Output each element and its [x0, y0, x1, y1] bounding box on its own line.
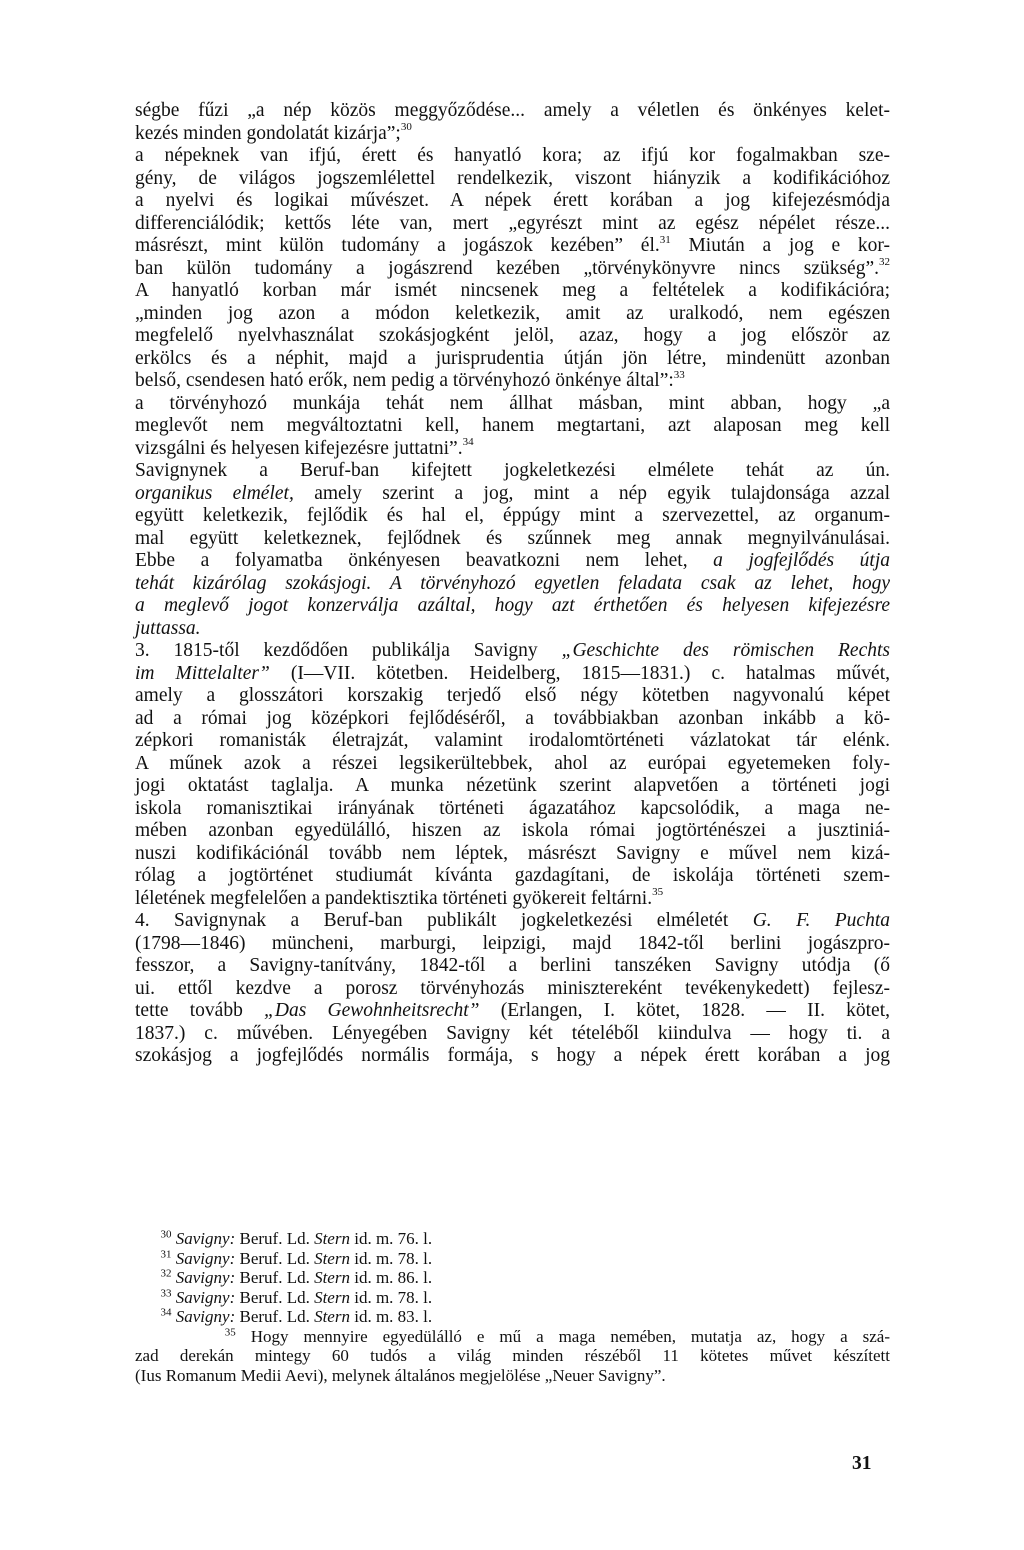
italic-run: organikus elmélet,: [135, 482, 294, 504]
text-line: [135, 550, 890, 573]
footnote-italic: Stern: [314, 1268, 350, 1287]
text-line: [135, 528, 890, 551]
text-run: rólag a jogtörténet studiumát kívánta gazdagítani, de iskolája történeti szem-: [135, 865, 890, 886]
text-line: [135, 303, 890, 326]
text-line: [135, 618, 890, 641]
text-line: [135, 573, 890, 596]
text-run: Ebbe a folyamatba önkényesen beavatkozni nem lehet,: [135, 550, 714, 571]
text-run: ad a római jog középkori fejlődéséről, a továbbiakban azonban inkább a kö-: [135, 707, 890, 729]
italic-run: im Mittelalter”: [135, 662, 270, 684]
text-run: belső, csendesen ható erők, nem pedig a törvényhozó önkénye által”:: [135, 370, 674, 391]
footnote-text: id. m. 78. l.: [349, 1287, 433, 1307]
text-line: [135, 258, 890, 281]
footnote-ref: 30: [400, 121, 412, 133]
footnote-italic: Stern: [314, 1229, 350, 1248]
footnote-author: Savigny:: [175, 1248, 236, 1268]
text-line: [135, 123, 890, 146]
text-line: [135, 843, 890, 866]
text-run: iskola romanisztikai irányának történeti ágazatához kapcsolódik, a maga ne-: [135, 797, 890, 819]
text-line: [135, 753, 890, 776]
footnote-italic: Stern: [314, 1287, 350, 1307]
footnote-text: zad derekán mintegy 60 tudós a világ minden részéből 11 kötetes művet készített: [135, 1346, 890, 1365]
text-run: a népeknek van ifjú, érett és hanyatló kora; az ifjú kor fogalmakban sze-: [135, 145, 890, 166]
text-run: megfelelő nyelvhasználat szokásjogként jelöl, azaz, hogy a jog először az: [135, 325, 890, 346]
footnote-author: Savigny:: [175, 1287, 236, 1307]
footnote-indent: [135, 1288, 161, 1307]
text-run: amely a glosszátori korszakig terjedő első négy kötetben nagyvonalú képet: [135, 685, 890, 706]
footnote-author: Savigny:: [175, 1307, 236, 1326]
text-run: fesszor, a Savigny-tanítvány, 1842-től a berlini tanszéken Savigny utódja (ő: [135, 955, 890, 976]
text-run: mében azonban egyedülálló, hiszen az iskola római jogtörténészei a jusztiniá-: [135, 820, 890, 841]
text-run: ségbe fűzi „a nép közös meggyőződése... amely a véletlen és önkényes kelet-: [135, 100, 890, 121]
text-line: [135, 483, 890, 506]
text-run: gény, de világos jogszemlélettel rendelkezik, viszont hiányzik a kodifikációhoz: [135, 167, 890, 189]
text-line: [135, 235, 890, 258]
footnote-number: 33: [160, 1286, 172, 1299]
footnote-text: id. m. 76. l.: [349, 1229, 433, 1248]
footnote-indent: [135, 1249, 161, 1268]
footnote-author: Savigny:: [175, 1268, 236, 1287]
text-line: [135, 100, 890, 123]
italic-run: tehát kizárólag szokásjogi. A törvényhozó egyetlen feladata csak az lehet, hogy: [135, 572, 890, 594]
footnote: [135, 1288, 890, 1308]
text-run: (1798—1846) müncheni, marburgi, leipzigi, majd 1842-től berlini jogászpro-: [135, 932, 890, 954]
text-run: ban külön tudomány a jogászrend kezében „törvénykönyvre nincs szükség”.: [135, 257, 879, 279]
footnote-text: Beruf. Ld.: [235, 1268, 315, 1287]
text-line: [135, 280, 890, 303]
text-run: (Erlangen, I. kötet, 1828. — II. kötet,: [479, 1000, 891, 1021]
text-run: 4. Savignynak a Beruf-ban publikált jogkeletkezési elméletét: [135, 910, 753, 931]
text-line: [135, 145, 890, 168]
text-line: [135, 460, 890, 483]
text-line: [135, 190, 890, 213]
text-line: [135, 1000, 890, 1023]
italic-run: G. F. Puchta: [752, 910, 890, 931]
text-run: tette tovább: [135, 1000, 265, 1021]
text-line: [135, 640, 890, 663]
footnote-italic: Stern: [314, 1248, 350, 1268]
text-run: meglevőt nem megváltoztatni kell, hanem megtartani, azt alaposan meg kell: [135, 415, 890, 436]
text-line: [135, 168, 890, 191]
text-run: amely szerint a jog, mint a nép egyik tulajdonsága azzal: [293, 482, 891, 504]
footnote-number: 32: [160, 1267, 172, 1280]
text-run: A hanyatló korban már ismét nincsenek meg a feltételek a kodifikációra;: [135, 280, 890, 301]
footnote-text: Beruf. Ld.: [235, 1287, 315, 1307]
text-run: 1837.) c. művében. Lényegében Savigny két tételéből kiindulva — hogy ti. a: [135, 1022, 890, 1044]
text-line: [135, 865, 890, 888]
text-line: [135, 213, 890, 236]
footnote-indent: [135, 1229, 161, 1248]
footnote-35-line: [135, 1366, 890, 1386]
text-line: [135, 798, 890, 821]
footnote-ref: 33: [673, 368, 685, 381]
footnote-35-line: [135, 1327, 890, 1347]
footnote-text: (Ius Romanum Medii Aevi), melynek általános megjelölése „Neuer Savigny”.: [135, 1365, 666, 1385]
italic-run: „Geschichte des römischen Rechts: [561, 640, 890, 661]
footnote: [135, 1307, 890, 1327]
footnote-ref: 32: [879, 256, 890, 268]
text-line: [135, 1045, 890, 1068]
text-line: [135, 325, 890, 348]
text-line: [135, 370, 890, 393]
footnote-ref: 34: [462, 436, 474, 448]
text-run: jogi oktatást taglalja. A munka nézetünk szerint alapvetően a történeti jogi: [135, 775, 890, 796]
footnote-indent: [135, 1327, 225, 1346]
italic-run: „Das Gewohnheitsrecht”: [264, 1000, 480, 1021]
text-line: [135, 1023, 890, 1046]
text-line: [135, 730, 890, 753]
text-line: [135, 910, 890, 933]
italic-run: a jogfejlődés útja: [713, 550, 890, 571]
text-run: szokásjog a jogfejlődés normális formája, s hogy a népek érett korában a jog: [135, 1045, 890, 1066]
footnote-number: 34: [160, 1306, 172, 1319]
footnote-indent: [135, 1268, 161, 1287]
text-run: vizsgálni és helyesen kifejezésre juttatni”.: [135, 437, 463, 459]
text-line: [135, 348, 890, 371]
text-run: Miután a jog e kor-: [670, 235, 891, 256]
footnote-italic: Stern: [314, 1307, 350, 1326]
text-run: „minden jog azon a módon keletkezik, amit az uralkodó, nem egészen: [135, 302, 890, 324]
text-run: a törvényhozó munkája tehát nem állhat másban, mint abban, hogy „a: [135, 392, 890, 414]
main-text: [135, 100, 890, 1068]
text-run: együtt keletkezik, fejlődik és hal el, éppúgy mint a szervezettel, az organum-: [135, 505, 890, 526]
text-line: [135, 415, 890, 438]
footnote-number: 31: [160, 1247, 172, 1260]
footnote-text: id. m. 78. l.: [349, 1248, 433, 1268]
text-run: léletének megfelelően a pandektisztika történeti gyökereit feltárni.: [135, 887, 653, 909]
footnote-ref: 35: [652, 886, 664, 898]
footnote-text: Beruf. Ld.: [235, 1229, 315, 1248]
text-line: [135, 393, 890, 416]
italic-run: a meglevő jogot konzerválja azáltal, hogy azt érthetően és helyesen kifejezésre: [135, 595, 890, 616]
text-line: [135, 595, 890, 618]
footnote-35-line: [135, 1346, 890, 1366]
text-run: Savignynek a Beruf-ban kifejtett jogkeletkezési elmélete tehát az ún.: [135, 460, 890, 481]
text-line: [135, 955, 890, 978]
text-run: másrészt, mint külön tudomány a jogászok kezében” él.: [135, 235, 660, 256]
text-line: [135, 663, 890, 686]
text-run: A műnek azok a részei legsikerültebbek, ahol az európai egyetemeken foly-: [135, 752, 890, 774]
text-run: ui. ettől kezdve a porosz törvényhozás minisztereként tevékenykedett) fejlesz-: [135, 977, 890, 999]
text-line: [135, 820, 890, 843]
text-run: kezés minden gondolatát kizárja”;: [135, 122, 401, 144]
footnote: [135, 1249, 890, 1269]
text-run: erkölcs és a néphit, majd a jurisprudentia útján jön létre, mindenütt azonban: [135, 347, 890, 369]
footnote-text: id. m. 86. l.: [349, 1268, 433, 1287]
footnote-author: Savigny:: [175, 1229, 236, 1248]
spacer: [236, 1327, 251, 1346]
footnote-text: Beruf. Ld.: [235, 1248, 315, 1268]
footnote-ref: 31: [659, 233, 671, 246]
text-line: [135, 888, 890, 911]
footnote: [135, 1268, 890, 1288]
italic-run: juttassa.: [135, 617, 201, 639]
text-line: [135, 505, 890, 528]
text-line: [135, 438, 890, 461]
text-run: nuszi kodifikációnál tovább nem léptek, másrészt Savigny e művel nem kizá-: [135, 842, 890, 864]
text-line: [135, 978, 890, 1001]
footnotes: [135, 1229, 890, 1385]
text-line: [135, 775, 890, 798]
text-line: [135, 708, 890, 731]
footnote-text: id. m. 83. l.: [349, 1307, 433, 1326]
text-run: (I—VII. kötetben. Heidelberg, 1815—1831.) c. hatalmas művét,: [269, 662, 890, 684]
footnote: [135, 1229, 890, 1249]
text-line: [135, 933, 890, 956]
text-line: [135, 685, 890, 708]
footnote-number: 35: [224, 1325, 236, 1338]
text-run: differenciálódik; kettős léte van, mert „egyrészt mint az egész népélet része...: [135, 212, 890, 234]
text-run: zépkori romanisták életrajzát, valamint irodalomtörténeti vázlatokat tár elénk.: [135, 730, 890, 751]
footnote-indent: [135, 1307, 161, 1326]
footnote-text: Hogy mennyire egyedülálló e mű a maga nemében, mutatja az, hogy a szá-: [250, 1326, 891, 1346]
text-run: 3. 1815-től kezdődően publikálja Savigny: [135, 640, 562, 661]
footnote-number: 30: [160, 1228, 172, 1241]
footnote-text: Beruf. Ld.: [235, 1307, 315, 1326]
page-number: 31: [852, 1453, 872, 1474]
text-run: a nyelvi és logikai művészet. A népek érett korában a jog kifejezésmódja: [135, 190, 890, 211]
text-run: mal együtt keletkeznek, fejlődnek és szűnnek meg annak megnyilvánulásai.: [135, 527, 890, 549]
